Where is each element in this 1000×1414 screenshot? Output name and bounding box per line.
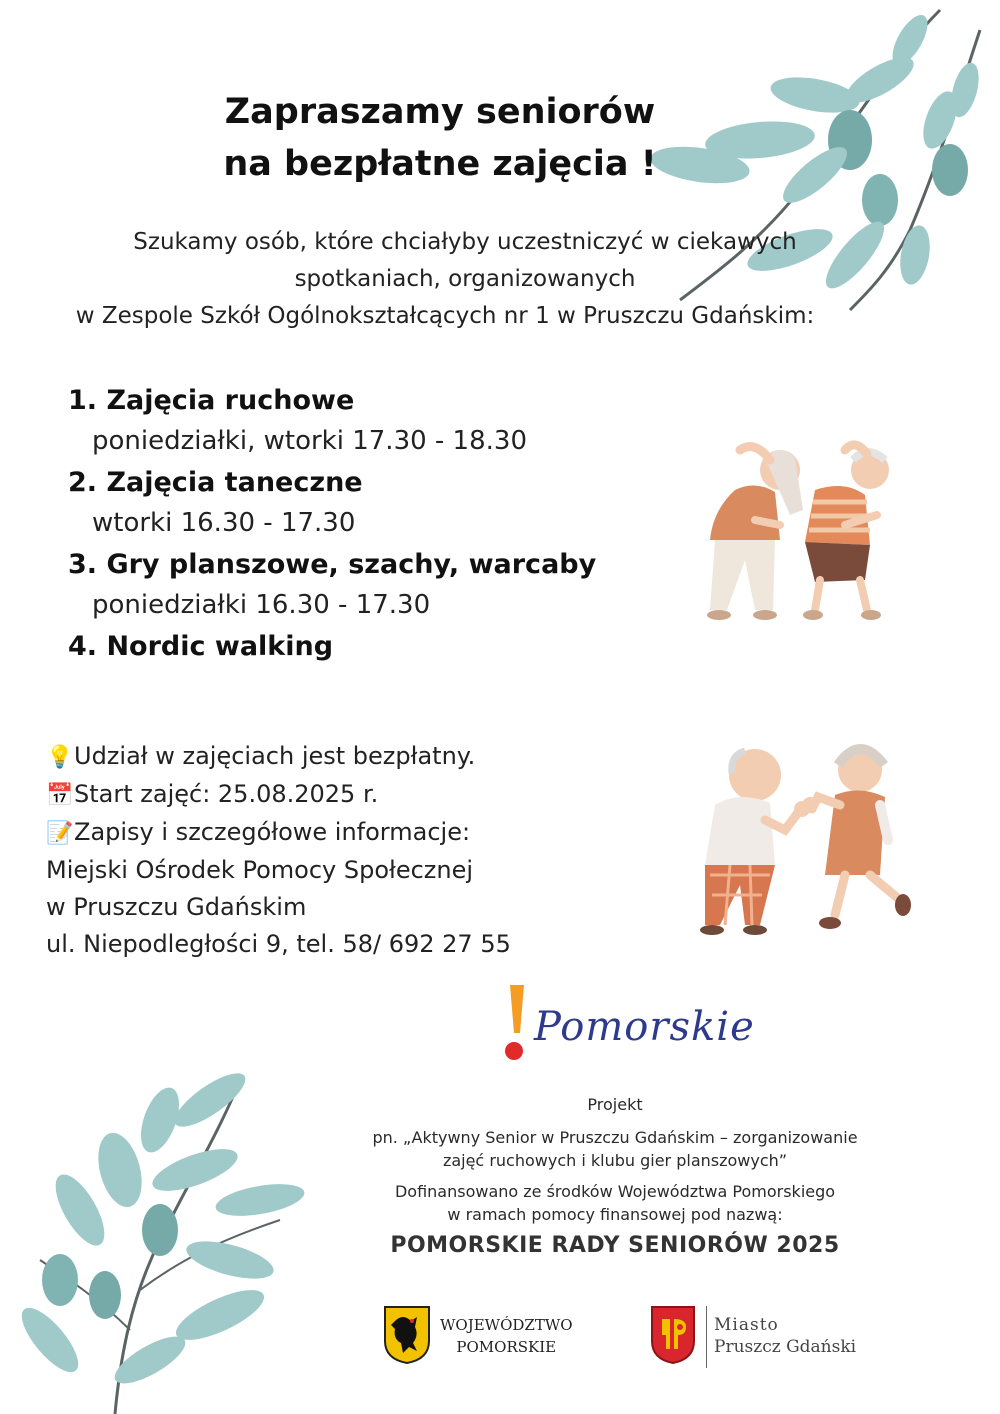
logo-divider xyxy=(706,1306,707,1368)
activity-time: poniedziałki 16.30 - 17.30 xyxy=(92,590,431,620)
wojewodztwo-line-2: POMORSKIE xyxy=(456,1338,557,1356)
activity-name: 1. Zajęcia ruchowe xyxy=(68,385,355,416)
info-block xyxy=(46,738,666,963)
page-title xyxy=(140,86,740,190)
intro-line-3: w Zespole Szkół Ogólnokształcących nr 1 w Pruszczu Gdańskim: xyxy=(75,303,815,329)
pomorskie-exclamation-logo xyxy=(500,985,530,1065)
activity-name: 2. Zajęcia taneczne xyxy=(68,467,363,498)
project-info xyxy=(350,1092,880,1262)
project-label: Projekt xyxy=(587,1095,643,1114)
project-name-line-2: zajęć ruchowych i klubu gier planszowych” xyxy=(442,1151,788,1170)
info-org-line-2: w Pruszczu Gdańskim xyxy=(46,893,307,921)
info-address: ul. Niepodległości 9, tel. 58/ 692 27 55 xyxy=(46,930,511,958)
activity-item xyxy=(68,626,688,667)
info-start xyxy=(46,776,666,814)
project-name-line-1: pn. „Aktywny Senior w Pruszczu Gdańskim – zorganizowanie xyxy=(372,1128,858,1147)
project-funding xyxy=(350,1180,880,1226)
memo-icon: 📝 xyxy=(46,821,74,846)
info-free xyxy=(46,738,666,776)
pomorskie-logo-text: Pomorskie xyxy=(534,1004,755,1050)
activity-item xyxy=(68,544,688,626)
seniors-exercising-illustration xyxy=(695,430,915,625)
info-start-text: Start zajęć: 25.08.2025 r. xyxy=(74,780,379,808)
miasto-line-1: Miasto xyxy=(714,1315,779,1335)
project-funding-line-1: Dofinansowano ze środków Województwa Pomorskiego xyxy=(394,1182,836,1201)
miasto-line-2: Pruszcz Gdański xyxy=(714,1337,857,1357)
seniors-dancing-illustration xyxy=(690,735,915,940)
wojewodztwo-line-1: WOJEWÓDZTWO xyxy=(440,1316,573,1334)
lightbulb-icon: 💡 xyxy=(46,745,74,770)
activity-item xyxy=(68,380,688,462)
intro-paragraph xyxy=(20,224,870,335)
miasto-logo-text xyxy=(714,1314,856,1358)
info-signup-text: Zapisy i szczegółowe informacje: xyxy=(74,818,471,846)
project-funding-line-2: w ramach pomocy finansowej pod nazwą: xyxy=(447,1205,783,1224)
activity-item xyxy=(68,462,688,544)
intro-line-1: Szukamy osób, które chciałyby uczestniczyć w ciekawych xyxy=(133,229,797,255)
info-signup xyxy=(46,814,666,852)
intro-line-2: spotkaniach, organizowanych xyxy=(294,266,636,292)
activities-list xyxy=(68,380,688,667)
leaf-branch-bottom-left xyxy=(20,1060,310,1414)
activity-name: 4. Nordic walking xyxy=(68,631,334,662)
wojewodztwo-logo-text xyxy=(440,1314,573,1358)
info-free-text: Udział w zajęciach jest bezpłatny. xyxy=(74,742,476,770)
title-line-2: na bezpłatne zajęcia ! xyxy=(223,144,657,184)
title-line-1: Zapraszamy seniorów xyxy=(224,92,656,132)
calendar-icon: 📅 xyxy=(46,783,74,808)
activity-name: 3. Gry planszowe, szachy, warcaby xyxy=(68,549,597,580)
project-name xyxy=(350,1126,880,1172)
activity-time: wtorki 16.30 - 17.30 xyxy=(92,508,356,538)
activity-time: poniedziałki, wtorki 17.30 - 18.30 xyxy=(92,426,527,456)
pruszcz-crest-icon xyxy=(650,1305,696,1365)
program-name: POMORSKIE RADY SENIORÓW 2025 xyxy=(390,1233,840,1258)
info-org-line-1: Miejski Ośrodek Pomocy Społecznej xyxy=(46,856,474,884)
wojewodztwo-crest-icon xyxy=(383,1305,431,1365)
